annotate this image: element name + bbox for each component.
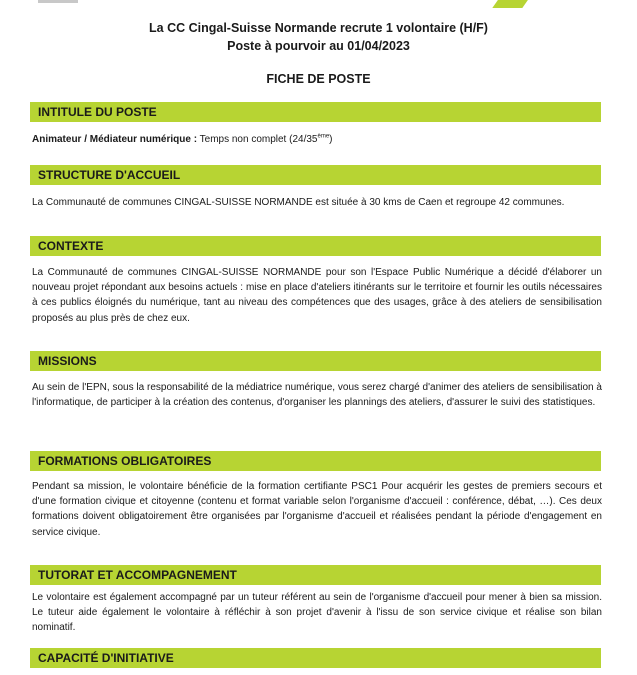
- document-header: [0, 19, 637, 55]
- fiche-title: FICHE DE POSTE: [266, 72, 371, 86]
- section-heading-tutorat: TUTORAT ET ACCOMPAGNEMENT: [30, 565, 601, 585]
- job-title: Animateur / Médiateur numérique :: [32, 134, 198, 145]
- header-date: Poste à pourvoir au 01/04/2023: [227, 39, 410, 53]
- section-heading-intitule: INTITULE DU POSTE: [30, 102, 601, 122]
- section-heading-initiative: CAPACITÉ D'INITIATIVE: [30, 648, 601, 668]
- section-heading-structure: STRUCTURE D'ACCUEIL: [30, 165, 601, 185]
- section-text-contexte: La Communauté de communes CINGAL-SUISSE NORMANDE pour son l'Espace Public Numérique a décidé d'élaborer un nouveau projet répondant aux besoins actuels : mise en place d'ateliers itinérants sur le territoire et fournir les outils nécessaires à ces publics éloignés du numérique, tant au niveau des compétences que des usages, grâce à des ateliers de sensibilisation proposés au plus près de chez eux.: [32, 267, 602, 324]
- top-decoration: [38, 0, 78, 3]
- job-hours: Temps non complet (24/35: [197, 134, 318, 145]
- section-text-formations: Pendant sa mission, le volontaire bénéficie de la formation certifiante PSC1 Pour acquérir les gestes de premiers secours et d'une formation civique et citoyenne (contenu et format variable selon l'organisme d'accueil : conférence, débat, …). Ces deux formations doivent obligatoirement être organisées par l'organisme d'accueil et réalisées pendant la période d'engagement en service civique.: [32, 481, 602, 538]
- job-hours-sup: ème: [317, 133, 330, 140]
- section-text-structure: La Communauté de communes CINGAL-SUISSE NORMANDE est située à 30 kms de Caen et regroupe 42 communes.: [32, 197, 565, 208]
- job-hours-close: ): [329, 134, 333, 145]
- section-heading-contexte: CONTEXTE: [30, 236, 601, 256]
- section-heading-formations: FORMATIONS OBLIGATOIRES: [30, 451, 601, 471]
- corner-logo-mark: [492, 0, 537, 8]
- section-heading-missions: MISSIONS: [30, 351, 601, 371]
- section-text-tutorat: Le volontaire est également accompagné par un tuteur référent au sein de l'organisme d'accueil pour mener à bien sa mission. Le tuteur aide également le volontaire à réfléchir à son projet d'avenir à l'issu de son service civique et réalise son bilan nominatif.: [32, 592, 602, 634]
- section-text-intitule: [32, 132, 602, 147]
- section-text-missions: Au sein de l'EPN, sous la responsabilité de la médiatrice numérique, vous serez chargé d'animer des ateliers de sensibilisation à l'informatique, de participer à la création des contenus, d'organiser les plannings des ateliers, d'assurer le suivi des statistiques.: [32, 382, 602, 409]
- header-title: La CC Cingal-Suisse Normande recrute 1 volontaire (H/F): [149, 21, 488, 35]
